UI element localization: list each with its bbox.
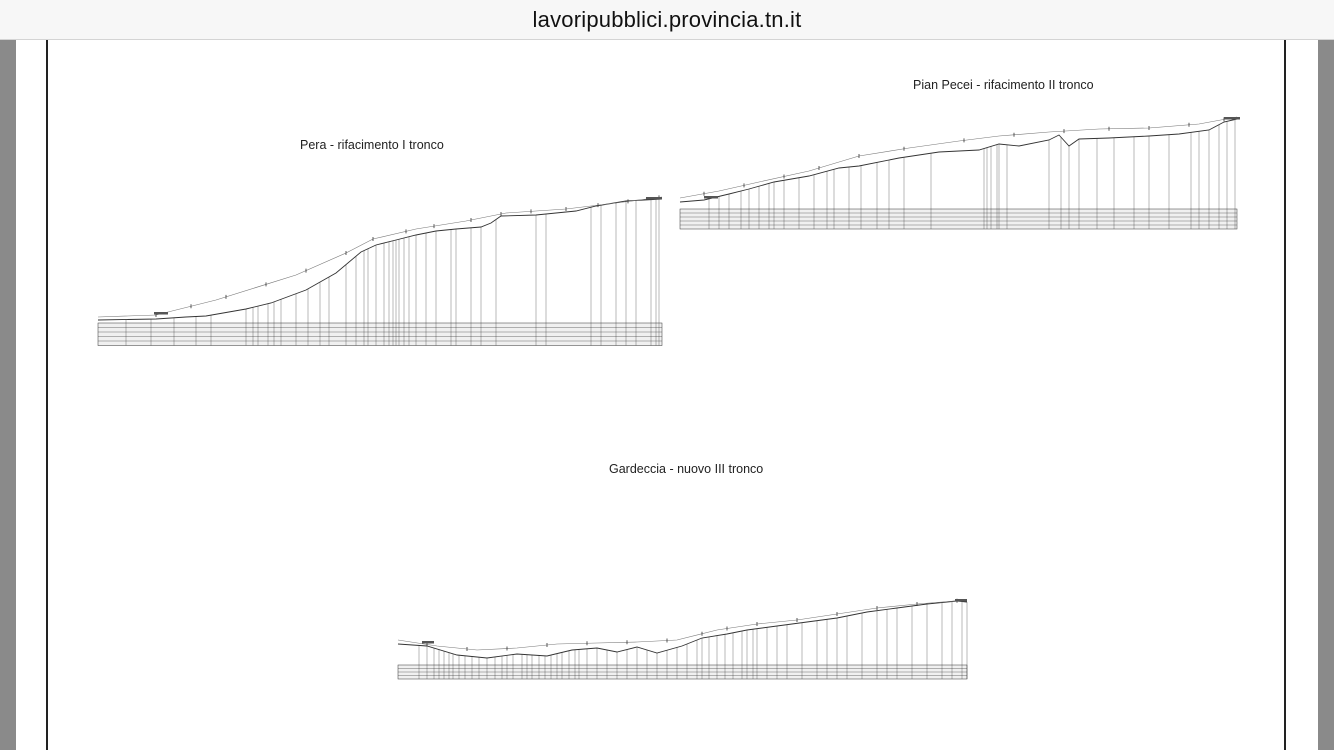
viewer-margin-left (0, 40, 16, 750)
profile-station-block (704, 196, 718, 199)
profile-caption-pera: Pera - rifacimento I tronco (300, 138, 444, 152)
profile-station-block (1224, 117, 1240, 120)
profile-station-block (955, 599, 967, 602)
profile-table (98, 323, 662, 346)
profile-design-line (98, 197, 662, 317)
profile-ground-line (680, 119, 1237, 202)
profile-station-block (646, 197, 662, 200)
profile-caption-pian-pecei: Pian Pecei - rifacimento II tronco (913, 78, 1094, 92)
profile-ground-line (98, 199, 662, 320)
profile-design-line (680, 117, 1237, 198)
longitudinal-profile-pian-pecei (679, 116, 1251, 234)
profile-station-block (422, 641, 434, 644)
longitudinal-profile-gardeccia (397, 598, 972, 686)
profile-station-block (154, 312, 168, 315)
url-text[interactable]: lavoripubblici.provincia.tn.it (532, 7, 802, 32)
viewer-margin-right (1318, 40, 1334, 750)
profile-table (680, 209, 1237, 229)
longitudinal-profile-pera (96, 195, 666, 353)
profile-caption-gardeccia: Gardeccia - nuovo III tronco (609, 462, 764, 476)
browser-address-bar[interactable] (0, 0, 1334, 40)
profile-design-line (398, 600, 967, 650)
